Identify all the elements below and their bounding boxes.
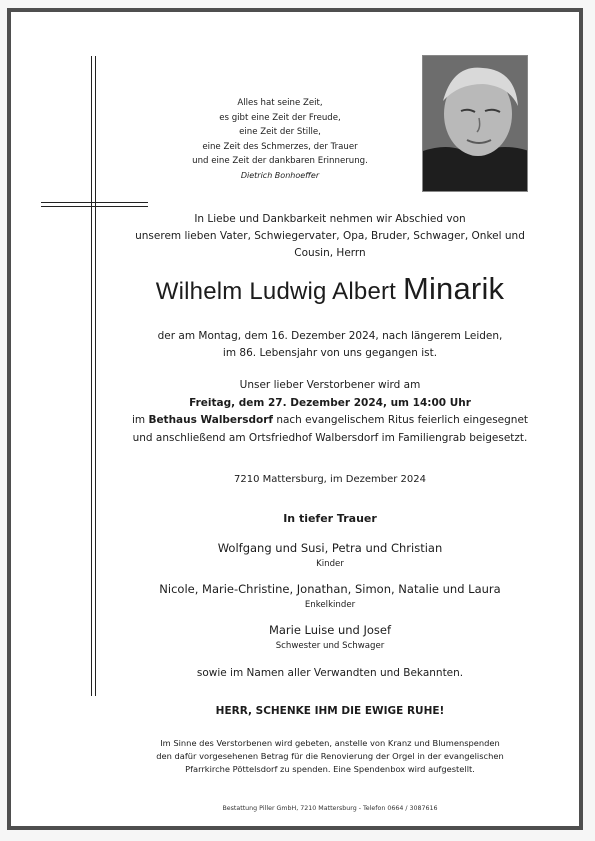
mourning-title: In tiefer Trauer bbox=[283, 512, 377, 525]
funeral-info bbox=[120, 377, 540, 447]
motto-line: eine Zeit des Schmerzes, der Trauer bbox=[202, 141, 358, 152]
motto-line: und eine Zeit der dankbaren Erinnerung. bbox=[192, 156, 368, 167]
mourner-names: Marie Luise und Josef bbox=[268, 623, 392, 637]
motto-quote bbox=[150, 96, 410, 184]
donation-line: den dafür vorgesehenen Betrag für die Renovierung der Orgel in der evangelischen bbox=[156, 750, 504, 761]
funeral-location-line bbox=[120, 412, 540, 430]
place-date: 7210 Mattersburg, im Dezember 2024 bbox=[234, 474, 426, 485]
funeral-date-time: Freitag, dem 27. Dezember 2024, um 14:00 Uhr bbox=[189, 396, 471, 409]
motto-line: Alles hat seine Zeit, bbox=[237, 98, 323, 108]
cross-horizontal-bar bbox=[41, 202, 148, 207]
motto-author: Dietrich Bonhoeffer bbox=[240, 170, 320, 180]
mourner-role: Enkelkinder bbox=[304, 600, 356, 610]
donation-line: Pfarrkirche Pöttelsdorf zu spenden. Eine Spendenbox wird aufgestellt. bbox=[185, 763, 475, 774]
mourner-names: Nicole, Marie-Christine, Jonathan, Simon, Natalie und Laura bbox=[159, 582, 501, 596]
donation-request bbox=[130, 737, 530, 775]
intro-line: In Liebe und Dankbarkeit nehmen wir Abschied von bbox=[194, 213, 466, 225]
donation-line: Im Sinne des Verstorbenen wird gebeten, anstelle von Kranz und Blumenspenden bbox=[160, 738, 500, 748]
death-line: im 86. Lebensjahr von uns gegangen ist. bbox=[222, 347, 438, 359]
death-notice bbox=[120, 328, 540, 362]
prayer-line: HERR, SCHENKE IHM DIE EWIGE RUHE! bbox=[215, 705, 445, 717]
cross-vertical-bar bbox=[91, 56, 96, 696]
funeral-suffix: nach evangelischem Ritus feierlich eingesegnet bbox=[276, 414, 529, 427]
motto-line: es gibt eine Zeit der Freude, bbox=[219, 112, 341, 123]
funeral-burial-line: und anschließend am Ortsfriedhof Walbersdorf im Familiengrab beigesetzt. bbox=[132, 431, 528, 444]
mourner-role: Schwester und Schwager bbox=[275, 641, 385, 651]
funeral-home-footer: Bestattung Piller GmbH, 7210 Mattersburg - Telefon 0664 / 3087616 bbox=[222, 805, 438, 812]
deceased-last-name: Minarik bbox=[402, 271, 505, 306]
funeral-line: Unser lieber Verstorbener wird am bbox=[239, 379, 421, 391]
mourner-role: Kinder bbox=[316, 559, 344, 569]
relatives-line: sowie im Namen aller Verwandten und Bekannten. bbox=[196, 667, 464, 679]
death-line: der am Montag, dem 16. Dezember 2024, nach längerem Leiden, bbox=[157, 330, 503, 342]
mourner-names: Wolfgang und Susi, Petra und Christian bbox=[217, 541, 443, 555]
funeral-location: Bethaus Walbersdorf bbox=[148, 414, 273, 427]
funeral-prefix: im bbox=[131, 414, 146, 427]
intro-line: Cousin, Herrn bbox=[294, 247, 366, 259]
intro-line: unserem lieben Vater, Schwiegervater, Opa, Bruder, Schwager, Onkel und bbox=[135, 230, 525, 242]
deceased-first-names: Wilhelm Ludwig Albert bbox=[155, 278, 397, 305]
portrait-placeholder bbox=[423, 56, 528, 192]
intro-text bbox=[120, 211, 540, 262]
portrait-photo bbox=[422, 55, 528, 192]
motto-line: eine Zeit der Stille, bbox=[239, 127, 321, 138]
deceased-name bbox=[120, 272, 540, 309]
